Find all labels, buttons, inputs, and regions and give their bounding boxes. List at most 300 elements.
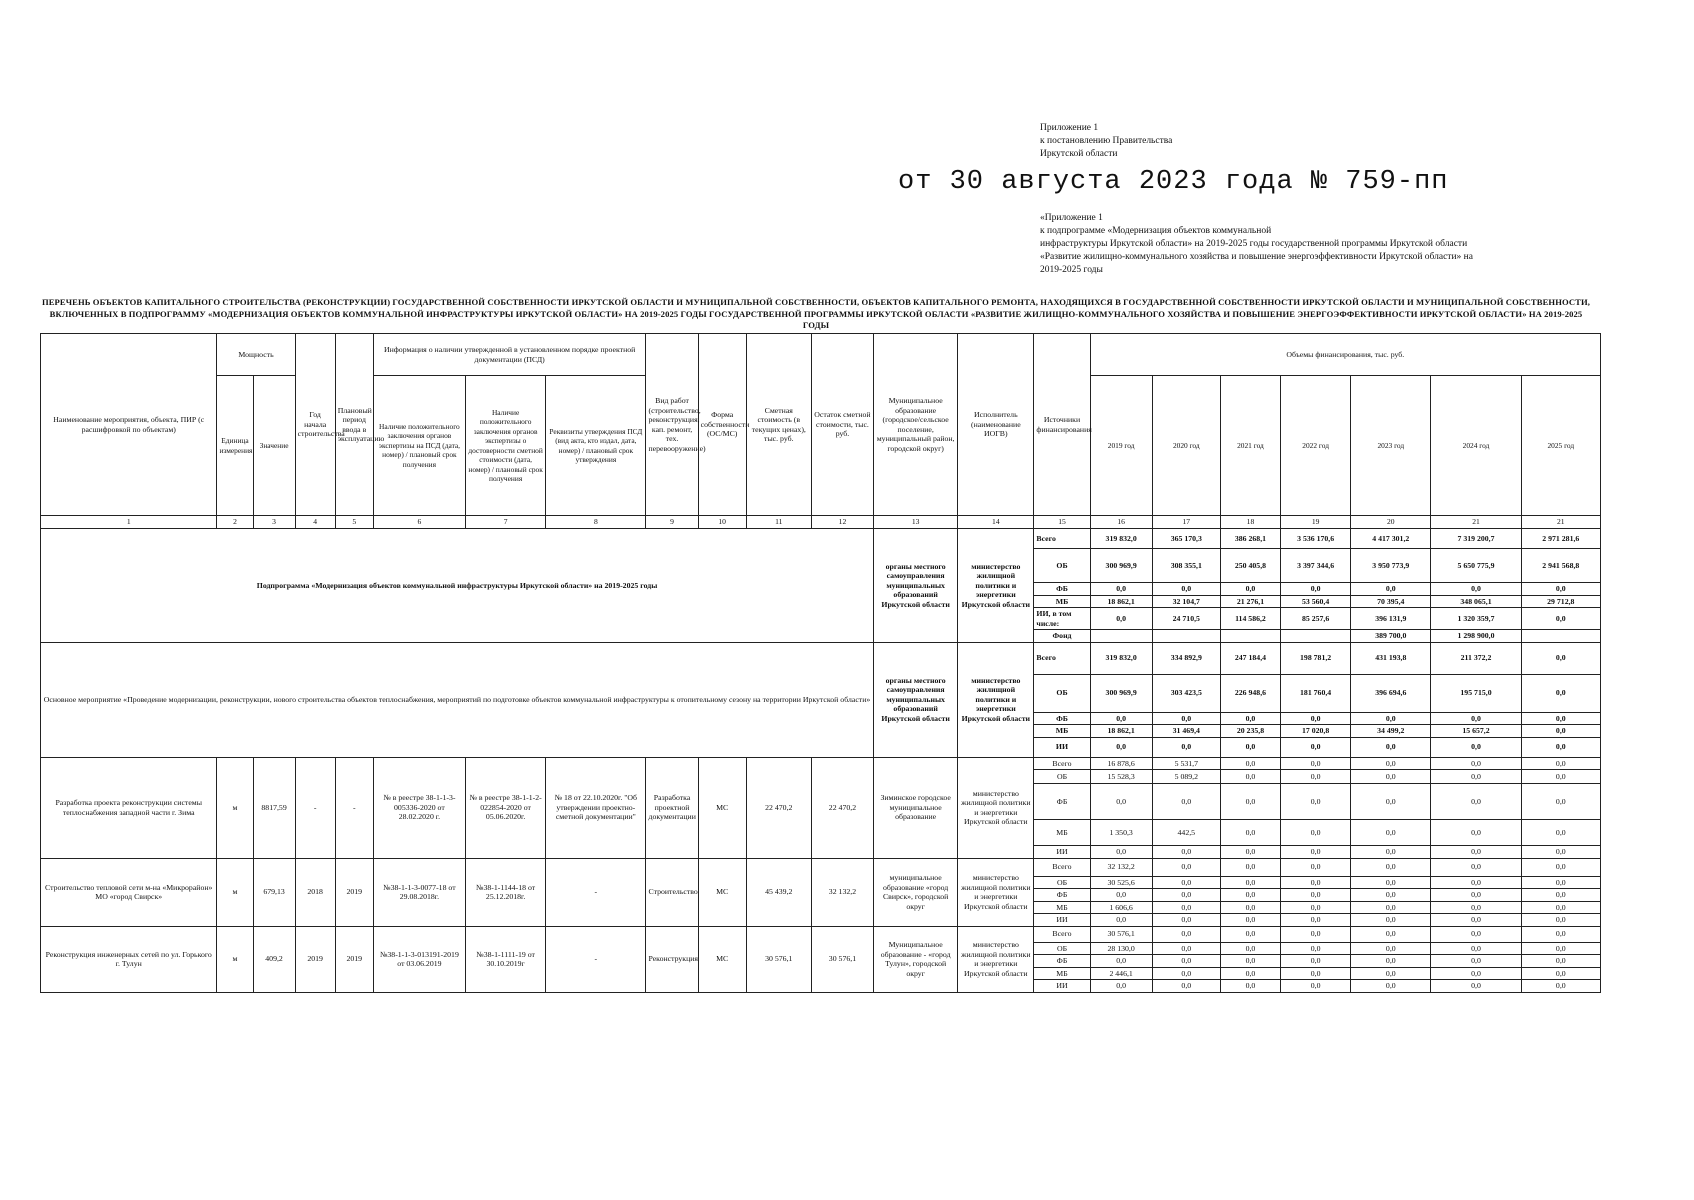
- financing-value: 0,0: [1152, 914, 1220, 927]
- header-source: Источники финансирования: [1034, 334, 1090, 516]
- financing-value: 181 760,4: [1281, 674, 1351, 712]
- source-label: МБ: [1034, 595, 1090, 608]
- financing-value: 0,0: [1521, 712, 1600, 725]
- source-label: Всего: [1034, 757, 1090, 770]
- financing-value: 0,0: [1351, 942, 1431, 955]
- financing-value: 0,0: [1090, 784, 1152, 820]
- header-work: Вид работ (строительство, реконструкция, кап. ремонт, тех. перевооружение): [646, 334, 698, 516]
- financing-value: 0,0: [1281, 967, 1351, 980]
- financing-value: 0,0: [1220, 914, 1280, 927]
- financing-row: [41, 642, 1601, 674]
- financing-value: 1 606,6: [1090, 901, 1152, 914]
- header-year: 2022 год: [1281, 376, 1351, 516]
- financing-value: 0,0: [1152, 955, 1220, 968]
- financing-value: 16 878,6: [1090, 757, 1152, 770]
- header-rest: Остаток сметной стоимости, тыс. руб.: [811, 334, 873, 516]
- column-number: 12: [811, 516, 873, 529]
- header-power: Мощность: [217, 334, 295, 376]
- column-number: 18: [1220, 516, 1280, 529]
- object-row: [41, 926, 1601, 942]
- financing-value: 386 268,1: [1220, 529, 1280, 549]
- object-start-year: -: [295, 757, 335, 858]
- financing-value: 396 694,6: [1351, 674, 1431, 712]
- financing-value: 2 971 281,6: [1521, 529, 1600, 549]
- column-number: 14: [958, 516, 1034, 529]
- financing-value: 0,0: [1220, 784, 1280, 820]
- source-label: Всего: [1034, 858, 1090, 876]
- column-number: 10: [698, 516, 746, 529]
- source-label: ФБ: [1034, 712, 1090, 725]
- financing-value: 0,0: [1431, 980, 1521, 993]
- financing-value: 0,0: [1521, 725, 1600, 738]
- subprogram-appendix-note: [1040, 212, 1560, 277]
- financing-value: 0,0: [1220, 901, 1280, 914]
- header-ownership: Форма собственности (ОС/МС): [698, 334, 746, 516]
- source-label: Фонд: [1034, 630, 1090, 643]
- financing-value: 0,0: [1351, 926, 1431, 942]
- financing-value: 0,0: [1152, 889, 1220, 902]
- financing-value: 0,0: [1351, 955, 1431, 968]
- financing-value: 431 193,8: [1351, 642, 1431, 674]
- financing-value: 195 715,0: [1431, 674, 1521, 712]
- financing-value: 0,0: [1351, 967, 1431, 980]
- financing-value: 0,0: [1220, 712, 1280, 725]
- financing-value: 0,0: [1431, 846, 1521, 859]
- column-number: 2: [217, 516, 253, 529]
- financing-value: 0,0: [1152, 737, 1220, 757]
- source-label: ОБ: [1034, 876, 1090, 889]
- object-executor: министерство жилищной политики и энергетики Иркутской области: [958, 926, 1034, 992]
- financing-value: 0,0: [1351, 784, 1431, 820]
- financing-value: 247 184,4: [1220, 642, 1280, 674]
- financing-value: 0,0: [1351, 846, 1431, 859]
- financing-value: 0,0: [1220, 889, 1280, 902]
- financing-value: 24 710,5: [1152, 608, 1220, 630]
- object-estimate-expertise: №38-1-1144-18 от 25.12.2018г.: [466, 858, 546, 926]
- object-executor: министерство жилищной политики и энергетики Иркутской области: [958, 757, 1034, 858]
- financing-value: 29 712,8: [1521, 595, 1600, 608]
- financing-value: 0,0: [1281, 770, 1351, 784]
- financing-value: 0,0: [1281, 820, 1351, 846]
- financing-value: 0,0: [1521, 757, 1600, 770]
- header-cost: Сметная стоимость (в текущих ценах), тыс. руб.: [746, 334, 811, 516]
- financing-value: 0,0: [1351, 858, 1431, 876]
- financing-value: 0,0: [1090, 846, 1152, 859]
- financing-value: 0,0: [1351, 820, 1431, 846]
- source-label: МБ: [1034, 967, 1090, 980]
- header-plan: Плановый период ввода в эксплуатацию: [335, 334, 373, 516]
- section-executor: министерство жилищной политики и энергетики Иркутской области: [958, 642, 1034, 757]
- financing-value: 0,0: [1431, 876, 1521, 889]
- financing-value: 0,0: [1090, 889, 1152, 902]
- financing-value: 20 235,8: [1220, 725, 1280, 738]
- financing-value: 0,0: [1521, 942, 1600, 955]
- financing-value: 0,0: [1521, 889, 1600, 902]
- financing-value: 4 417 301,2: [1351, 529, 1431, 549]
- financing-value: 17 020,8: [1281, 725, 1351, 738]
- financing-value: 0,0: [1090, 980, 1152, 993]
- financing-value: 0,0: [1152, 926, 1220, 942]
- financing-value: 0,0: [1281, 889, 1351, 902]
- financing-value: 0,0: [1431, 712, 1521, 725]
- financing-value: 0,0: [1220, 737, 1280, 757]
- source-label: ИИ: [1034, 914, 1090, 927]
- subappendix-line: к подпрограмме «Модернизация объектов коммунальной: [1040, 226, 1272, 236]
- financing-value: 0,0: [1090, 914, 1152, 927]
- financing-value: 0,0: [1351, 876, 1431, 889]
- source-label: ОБ: [1034, 674, 1090, 712]
- financing-value: 389 700,0: [1351, 630, 1431, 643]
- financing-value: 442,5: [1152, 820, 1220, 846]
- source-label: ФБ: [1034, 583, 1090, 596]
- financing-value: 34 499,2: [1351, 725, 1431, 738]
- financing-value: 2 446,1: [1090, 967, 1152, 980]
- financing-value: 1 298 900,0: [1431, 630, 1521, 643]
- financing-value: 300 969,9: [1090, 674, 1152, 712]
- appendix-line: к постановлению Правительства: [1040, 136, 1173, 146]
- source-label: ФБ: [1034, 784, 1090, 820]
- column-number: 21: [1431, 516, 1521, 529]
- financing-value: 348 065,1: [1431, 595, 1521, 608]
- financing-value: 0,0: [1431, 737, 1521, 757]
- decree-number: от 30 августа 2023 года № 759-пп: [898, 167, 1449, 197]
- financing-value: 0,0: [1431, 926, 1521, 942]
- financing-value: 211 372,2: [1431, 642, 1521, 674]
- appendix-note: [1040, 122, 1172, 161]
- object-value: 8817,59: [253, 757, 295, 858]
- column-number: 21: [1521, 516, 1600, 529]
- financing-value: 0,0: [1431, 901, 1521, 914]
- document-heading: ПЕРЕЧЕНЬ ОБЪЕКТОВ КАПИТАЛЬНОГО СТРОИТЕЛЬСТВА (РЕКОНСТРУКЦИИ) ГОСУДАРСТВЕННОЙ СОБСТВЕННОСТИ ИРКУТСКОЙ ОБЛАСТИ И МУНИЦИПАЛЬНОЙ СОБСТВЕННОСТИ, ОБЪЕКТОВ КАПИТАЛЬНОГО РЕМОНТА, НАХОДЯЩИХСЯ В ГОСУДАРСТВЕННОЙ СОБСТВЕННОСТИ ИРКУТСКОЙ ОБЛАСТИ И МУНИЦИПАЛЬНОЙ СОБСТВЕННОСТИ, ВКЛЮЧЕННЫХ В ПОДПРОГРАММУ «МОДЕРНИЗАЦИЯ ОБЪЕКТОВ КОММУНАЛЬНОЙ ИНФРАСТРУКТУРЫ ИРКУТСКОЙ ОБЛАСТИ» НА 2019-2025 ГОДЫ ГОСУДАРСТВЕННОЙ ПРОГРАММЫ ИРКУТСКОЙ ОБЛАСТИ «РАЗВИТИЕ ЖИЛИЩНО-КОММУНАЛЬНОГО ХОЗЯЙСТВА И ПОВЫШЕНИЕ ЭНЕРГОЭФФЕКТИВНОСТИ ИРКУТСКОЙ ОБЛАСТИ» НА 2019-2025 ГОДЫ: [41, 297, 1591, 330]
- object-municipality: Зиминское городское муниципальное образование: [874, 757, 958, 858]
- column-number: 17: [1152, 516, 1220, 529]
- financing-value: 0,0: [1281, 583, 1351, 596]
- financing-value: 0,0: [1152, 583, 1220, 596]
- financing-value: 300 969,9: [1090, 549, 1152, 583]
- financing-value: 0,0: [1351, 889, 1431, 902]
- financing-value: 0,0: [1152, 967, 1220, 980]
- financing-value: 0,0: [1220, 967, 1280, 980]
- financing-value: 1 320 359,7: [1431, 608, 1521, 630]
- financing-value: 5 650 775,9: [1431, 549, 1521, 583]
- financing-value: 0,0: [1431, 784, 1521, 820]
- financing-value: 0,0: [1521, 784, 1600, 820]
- source-label: МБ: [1034, 725, 1090, 738]
- financing-value: 0,0: [1281, 757, 1351, 770]
- financing-value: 0,0: [1521, 876, 1600, 889]
- financing-value: 0,0: [1281, 901, 1351, 914]
- column-number: 1: [41, 516, 217, 529]
- financing-value: 0,0: [1220, 980, 1280, 993]
- column-number: 15: [1034, 516, 1090, 529]
- financing-value: 18 862,1: [1090, 725, 1152, 738]
- financing-value: 30 525,6: [1090, 876, 1152, 889]
- financing-value: 32 104,7: [1152, 595, 1220, 608]
- object-value: 679,13: [253, 858, 295, 926]
- financing-value: 0,0: [1521, 737, 1600, 757]
- financing-value: 0,0: [1521, 955, 1600, 968]
- financing-value: 0,0: [1152, 858, 1220, 876]
- object-cost: 22 470,2: [746, 757, 811, 858]
- header-unit: Единица измерения: [217, 376, 253, 516]
- financing-value: 30 576,1: [1090, 926, 1152, 942]
- financing-value: 0,0: [1521, 858, 1600, 876]
- financing-value: 0,0: [1351, 583, 1431, 596]
- source-label: ИИ, в том числе:: [1034, 608, 1090, 630]
- object-rest: 30 576,1: [811, 926, 873, 992]
- financing-value: 0,0: [1521, 914, 1600, 927]
- source-label: ФБ: [1034, 889, 1090, 902]
- source-label: ИИ: [1034, 980, 1090, 993]
- financing-value: [1220, 630, 1280, 643]
- financing-value: [1281, 630, 1351, 643]
- financing-value: 0,0: [1521, 926, 1600, 942]
- financing-value: 0,0: [1220, 876, 1280, 889]
- financing-value: 28 130,0: [1090, 942, 1152, 955]
- financing-value: 0,0: [1431, 770, 1521, 784]
- object-unit: м: [217, 757, 253, 858]
- financing-value: 0,0: [1152, 980, 1220, 993]
- financing-value: 2 941 568,8: [1521, 549, 1600, 583]
- financing-value: 0,0: [1220, 583, 1280, 596]
- header-municipality: Муниципальное образование (городское/сельское поселение, муниципальный район, городской округ): [874, 334, 958, 516]
- financing-value: 0,0: [1152, 712, 1220, 725]
- financing-value: 0,0: [1090, 608, 1152, 630]
- financing-value: 0,0: [1152, 846, 1220, 859]
- financing-value: 0,0: [1521, 770, 1600, 784]
- financing-value: 0,0: [1220, 846, 1280, 859]
- object-ownership: МС: [698, 757, 746, 858]
- header-psd-estimate: Наличие положительного заключения органов экспертизы о достоверности сметной стоимости (дата, номер) / плановый срок получения: [466, 376, 546, 516]
- financing-value: 0,0: [1351, 712, 1431, 725]
- financing-value: 0,0: [1431, 820, 1521, 846]
- source-label: Всего: [1034, 926, 1090, 942]
- financing-value: 3 536 170,6: [1281, 529, 1351, 549]
- financing-value: [1521, 630, 1600, 643]
- object-start-year: 2019: [295, 926, 335, 992]
- financing-value: 0,0: [1431, 858, 1521, 876]
- financing-value: 7 319 200,7: [1431, 529, 1521, 549]
- financing-value: 0,0: [1431, 967, 1521, 980]
- financing-value: 32 132,2: [1090, 858, 1152, 876]
- object-plan-year: 2019: [335, 926, 373, 992]
- financing-value: 0,0: [1521, 901, 1600, 914]
- financing-value: 0,0: [1521, 642, 1600, 674]
- subappendix-line: «Приложение 1: [1040, 213, 1103, 223]
- header-year: 2025 год: [1521, 376, 1600, 516]
- financing-value: 0,0: [1431, 583, 1521, 596]
- object-unit: м: [217, 926, 253, 992]
- object-plan-year: 2019: [335, 858, 373, 926]
- financing-value: 0,0: [1281, 980, 1351, 993]
- object-executor: министерство жилищной политики и энергетики Иркутской области: [958, 858, 1034, 926]
- column-number: 13: [874, 516, 958, 529]
- financing-value: 0,0: [1220, 820, 1280, 846]
- financing-value: 0,0: [1281, 955, 1351, 968]
- financing-value: 0,0: [1220, 858, 1280, 876]
- financing-value: 0,0: [1351, 770, 1431, 784]
- financing-value: 319 832,0: [1090, 642, 1152, 674]
- financing-value: 0,0: [1521, 674, 1600, 712]
- financing-value: 0,0: [1521, 583, 1600, 596]
- column-number: 19: [1281, 516, 1351, 529]
- header-executor: Исполнитель (наименование ИОГВ): [958, 334, 1034, 516]
- financing-value: 0,0: [1090, 737, 1152, 757]
- financing-value: 0,0: [1152, 942, 1220, 955]
- object-name: Разработка проекта реконструкции системы теплоснабжения западной части г. Зима: [41, 757, 217, 858]
- appendix-line: Иркутской области: [1040, 149, 1118, 159]
- financing-value: 0,0: [1281, 876, 1351, 889]
- financing-value: 0,0: [1281, 712, 1351, 725]
- financing-value: 0,0: [1220, 770, 1280, 784]
- financing-value: 0,0: [1220, 757, 1280, 770]
- financing-value: 0,0: [1431, 914, 1521, 927]
- object-cost: 30 576,1: [746, 926, 811, 992]
- financing-value: 0,0: [1521, 820, 1600, 846]
- financing-value: 303 423,5: [1152, 674, 1220, 712]
- column-number: 20: [1351, 516, 1431, 529]
- object-ownership: МС: [698, 926, 746, 992]
- financing-value: 21 276,1: [1220, 595, 1280, 608]
- subappendix-line: «Развитие жилищно-коммунального хозяйства и повышение энергоэффективности Иркутской области» на: [1040, 252, 1473, 262]
- financing-value: 0,0: [1521, 967, 1600, 980]
- object-municipality: муниципальное образование «город Свирск», городской округ: [874, 858, 958, 926]
- financing-value: 15 528,3: [1090, 770, 1152, 784]
- financing-value: 0,0: [1351, 901, 1431, 914]
- financing-value: 396 131,9: [1351, 608, 1431, 630]
- source-label: ОБ: [1034, 942, 1090, 955]
- column-number: 6: [373, 516, 465, 529]
- column-number: 3: [253, 516, 295, 529]
- source-label: ФБ: [1034, 955, 1090, 968]
- object-estimate-expertise: №38-1-1111-19 от 30.10.2019г: [466, 926, 546, 992]
- object-expertise: №38-1-1-3-0077-18 от 29.08.2018г.: [373, 858, 465, 926]
- financing-value: 0,0: [1521, 980, 1600, 993]
- object-approval: -: [546, 926, 646, 992]
- financing-value: 198 781,2: [1281, 642, 1351, 674]
- financing-value: 0,0: [1090, 712, 1152, 725]
- financing-value: 0,0: [1351, 980, 1431, 993]
- financing-value: 365 170,3: [1152, 529, 1220, 549]
- financing-value: 0,0: [1281, 942, 1351, 955]
- financing-value: 114 586,2: [1220, 608, 1280, 630]
- financing-value: 0,0: [1281, 926, 1351, 942]
- column-number: 11: [746, 516, 811, 529]
- object-start-year: 2018: [295, 858, 335, 926]
- financing-value: 0,0: [1281, 784, 1351, 820]
- object-cost: 45 439,2: [746, 858, 811, 926]
- section-title: Подпрограмма «Модернизация объектов коммунальной инфраструктуры Иркутской области» на 2019-2025 годы: [41, 529, 874, 643]
- source-label: МБ: [1034, 901, 1090, 914]
- object-plan-year: -: [335, 757, 373, 858]
- section-executor: министерство жилищной политики и энергетики Иркутской области: [958, 529, 1034, 643]
- header-year: 2023 год: [1351, 376, 1431, 516]
- financing-value: 5 531,7: [1152, 757, 1220, 770]
- financing-value: 0,0: [1152, 901, 1220, 914]
- object-rest: 32 132,2: [811, 858, 873, 926]
- financing-value: 0,0: [1351, 737, 1431, 757]
- column-number: 9: [646, 516, 698, 529]
- financing-value: 0,0: [1281, 846, 1351, 859]
- object-approval: № 18 от 22.10.2020г. "Об утверждении проектно-сметной документации": [546, 757, 646, 858]
- section-title: Основное мероприятие «Проведение модернизации, реконструкции, нового строительства объектов теплоснабжения, мероприятий по подготовке объектов коммунальной инфраструктуры к отопительному сезону на территории Иркутской области»: [41, 642, 874, 757]
- header-year: 2024 год: [1431, 376, 1521, 516]
- financing-value: 0,0: [1281, 737, 1351, 757]
- column-numbers-row: [41, 516, 1601, 529]
- financing-value: 0,0: [1090, 955, 1152, 968]
- subappendix-line: инфраструктуры Иркутской области» на 2019-2025 годы государственной программы Иркутской области: [1040, 239, 1468, 249]
- header-name: Наименование мероприятия, объекта, ПИР (с расшифровкой по объектам): [41, 334, 217, 516]
- financing-value: 15 657,2: [1431, 725, 1521, 738]
- object-expertise: № в реестре 38-1-1-3-005336-2020 от 28.02.2020 г.: [373, 757, 465, 858]
- subappendix-line: 2019-2025 годы: [1040, 265, 1103, 275]
- object-unit: м: [217, 858, 253, 926]
- financing-value: [1152, 630, 1220, 643]
- object-value: 409,2: [253, 926, 295, 992]
- financing-value: 0,0: [1431, 889, 1521, 902]
- financing-value: 0,0: [1281, 858, 1351, 876]
- header-financing: Объемы финансирования, тыс. руб.: [1090, 334, 1600, 376]
- financing-value: 0,0: [1220, 942, 1280, 955]
- header-psd: Информация о наличии утвержденной в установленном порядке проектной документации (ПСД): [373, 334, 646, 376]
- financing-value: 53 560,4: [1281, 595, 1351, 608]
- financing-value: 0,0: [1152, 876, 1220, 889]
- header-year: 2021 год: [1220, 376, 1280, 516]
- object-expertise: №38-1-1-3-013191-2019 от 03.06.2019: [373, 926, 465, 992]
- source-label: Всего: [1034, 642, 1090, 674]
- financing-value: 0,0: [1220, 926, 1280, 942]
- financing-value: 0,0: [1090, 583, 1152, 596]
- object-approval: -: [546, 858, 646, 926]
- object-ownership: МС: [698, 858, 746, 926]
- column-number: 5: [335, 516, 373, 529]
- section-municipality: органы местного самоуправления муниципальных образований Иркутской области: [874, 642, 958, 757]
- financing-value: 0,0: [1351, 757, 1431, 770]
- financing-value: 0,0: [1431, 942, 1521, 955]
- financing-row: [41, 529, 1601, 549]
- financing-value: 70 395,4: [1351, 595, 1431, 608]
- object-work-type: Строительство: [646, 858, 698, 926]
- header-psd-expertise: Наличие положительного заключения органов экспертизы на ПСД (дата, номер) / плановый срок получения: [373, 376, 465, 516]
- financing-value: 31 469,4: [1152, 725, 1220, 738]
- column-number: 16: [1090, 516, 1152, 529]
- object-name: Реконструкция инженерных сетей по ул. Горького г. Тулун: [41, 926, 217, 992]
- financing-value: 250 405,8: [1220, 549, 1280, 583]
- source-label: ИИ: [1034, 846, 1090, 859]
- objects-table: [40, 333, 1601, 993]
- object-rest: 22 470,2: [811, 757, 873, 858]
- header-year: 2019 год: [1090, 376, 1152, 516]
- object-row: [41, 757, 1601, 770]
- financing-value: 18 862,1: [1090, 595, 1152, 608]
- financing-value: 334 892,9: [1152, 642, 1220, 674]
- financing-value: 0,0: [1220, 955, 1280, 968]
- source-label: Всего: [1034, 529, 1090, 549]
- object-municipality: Муниципальное образование - «город Тулун», городской округ: [874, 926, 958, 992]
- financing-value: 308 355,1: [1152, 549, 1220, 583]
- section-municipality: органы местного самоуправления муниципальных образований Иркутской области: [874, 529, 958, 643]
- financing-value: [1090, 630, 1152, 643]
- object-row: [41, 858, 1601, 876]
- table-body: [41, 334, 1601, 993]
- header-psd-approval: Реквизиты утверждения ПСД (вид акта, кто издал, дата, номер) / плановый срок утверждения: [546, 376, 646, 516]
- financing-value: 226 948,6: [1220, 674, 1280, 712]
- header-value: Значение: [253, 376, 295, 516]
- financing-value: 0,0: [1431, 955, 1521, 968]
- source-label: ОБ: [1034, 549, 1090, 583]
- financing-value: 0,0: [1281, 914, 1351, 927]
- financing-value: 5 089,2: [1152, 770, 1220, 784]
